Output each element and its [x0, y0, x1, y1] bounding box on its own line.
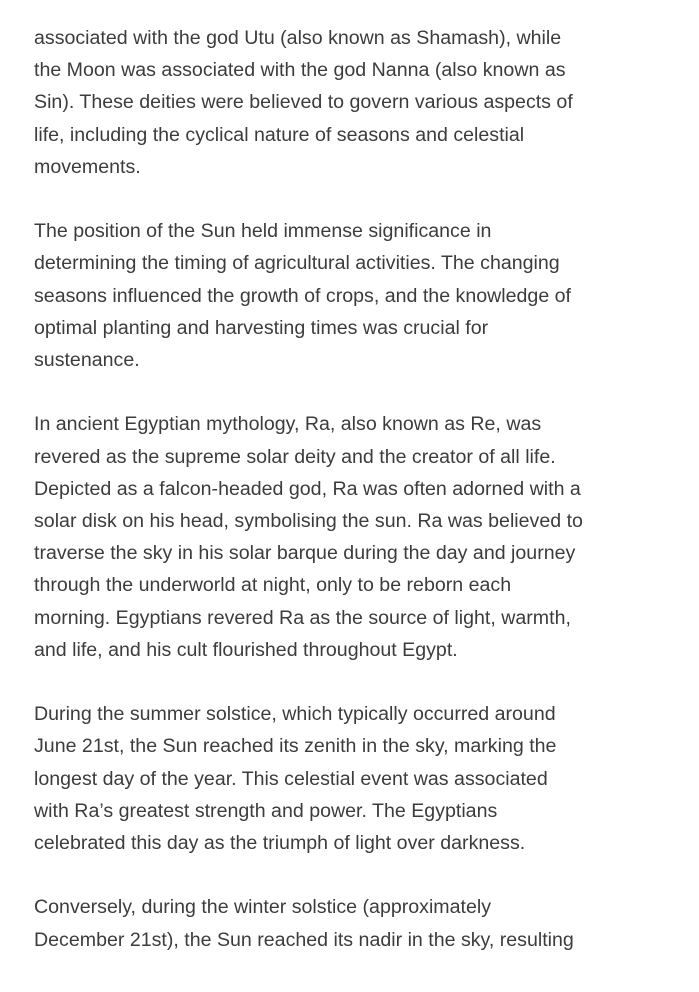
text-line: December 21st), the Sun reached its nadir in the sky, resulting — [34, 928, 574, 951]
text-line: sustenance. — [34, 349, 140, 372]
text-line: revered as the supreme solar deity and the creator of all life. — [34, 445, 556, 468]
paragraph-egyptian-ra — [34, 408, 679, 666]
paragraph-summer-solstice — [34, 698, 679, 859]
text-line: and life, and his cult flourished throughout Egypt. — [34, 638, 458, 661]
text-line: determining the timing of agricultural activities. The changing — [34, 252, 560, 275]
text-line: through the underworld at night, only to be reborn each — [34, 574, 512, 597]
text-line: In ancient Egyptian mythology, Ra, also known as Re, was — [34, 413, 542, 436]
text-line: celebrated this day as the triumph of light over darkness. — [34, 832, 526, 855]
text-line: optimal planting and harvesting times was crucial for — [34, 316, 489, 339]
text-line: longest day of the year. This celestial event was associated — [34, 767, 548, 790]
text-line: movements. — [34, 155, 141, 178]
text-line: Sin). These deities were believed to govern various aspects of — [34, 91, 573, 114]
text-line: life, including the cyclical nature of seasons and celestial — [34, 123, 525, 146]
text-line: seasons influenced the growth of crops, and the knowledge of — [34, 284, 572, 307]
text-line: the Moon was associated with the god Nanna (also known as — [34, 59, 566, 82]
text-line: The position of the Sun held immense significance in — [34, 220, 492, 243]
text-line: morning. Egyptians revered Ra as the source of light, warmth, — [34, 606, 571, 629]
text-line: traverse the sky in his solar barque during the day and journey — [34, 542, 576, 565]
paragraph-winter-solstice — [34, 891, 679, 955]
text-line: Depicted as a falcon-headed god, Ra was often adorned with a — [34, 477, 581, 500]
text-line: with Ra’s greatest strength and power. The Egyptians — [34, 799, 498, 822]
text-line: Conversely, during the winter solstice (approximately — [34, 896, 492, 919]
paragraph-sun-position — [34, 215, 679, 376]
paragraph-utu-nanna — [34, 22, 679, 183]
text-line: associated with the god Utu (also known as Shamash), while — [34, 27, 562, 49]
text-line: solar disk on his head, symbolising the sun. Ra was believed to — [34, 510, 583, 533]
text-line: June 21st, the Sun reached its zenith in the sky, marking the — [34, 735, 557, 758]
text-line: During the summer solstice, which typically occurred around — [34, 703, 556, 726]
